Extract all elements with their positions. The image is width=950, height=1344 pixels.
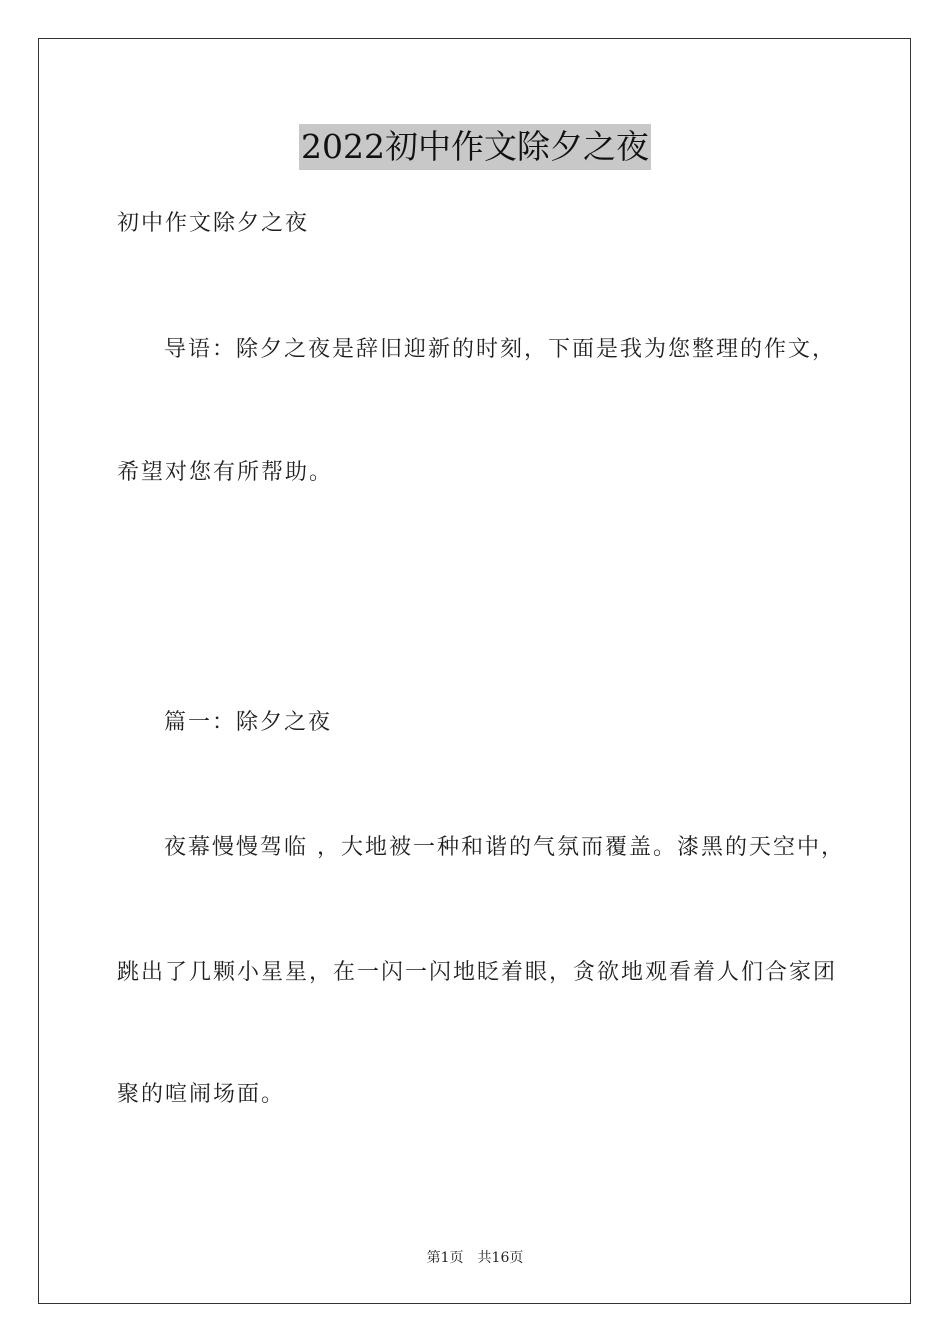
paragraph-line-1: 夜幕慢慢驾临 ，大地被一种和谐的气氛而覆盖。漆黑的天空中， [164, 835, 845, 860]
page-total: 共16页 [477, 1250, 524, 1266]
document-subtitle: 初中作文除夕之夜 [117, 211, 310, 236]
intro-line-1: 导语：除夕之夜是辞旧迎新的时刻，下面是我为您整理的作文， [164, 337, 837, 362]
title-container [0, 124, 950, 170]
page-footer [0, 1247, 950, 1267]
document-title: 2022初中作文除夕之夜 [299, 124, 651, 170]
page-number: 第1页 [426, 1250, 464, 1266]
paragraph-line-2: 跳出了几颗小星星，在一闪一闪地眨着眼，贪欲地观看着人们合家团 [117, 960, 838, 985]
paragraph-line-3: 聚的喧闹场面。 [117, 1082, 286, 1107]
intro-line-2: 希望对您有所帮助。 [117, 460, 334, 485]
section-heading: 篇一：除夕之夜 [164, 710, 333, 735]
